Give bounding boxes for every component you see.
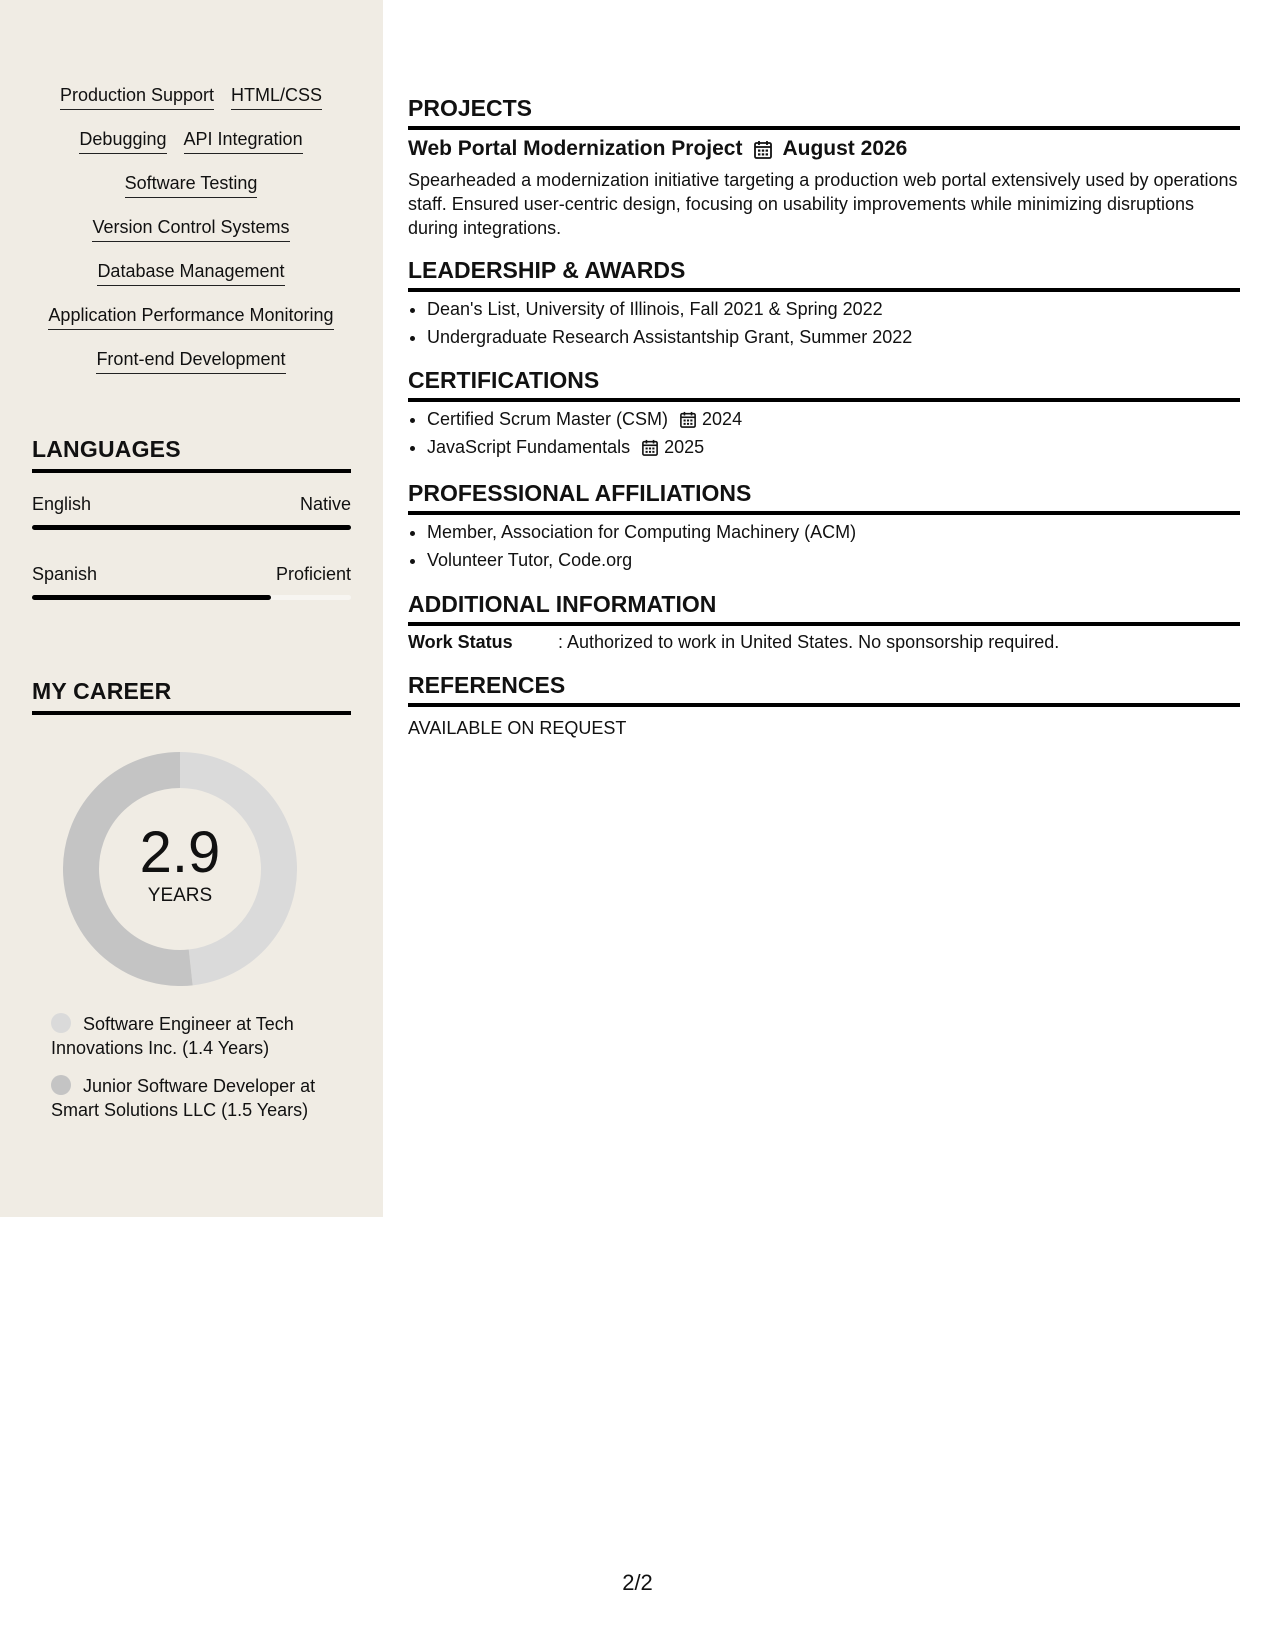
work-status-row: [408, 632, 1059, 653]
skill-tag: Application Performance Monitoring: [48, 305, 333, 330]
list-item: • Volunteer Tutor, Code.org: [427, 547, 1239, 575]
languages-heading: LANGUAGES: [32, 436, 351, 473]
list-item: [427, 406, 1239, 434]
project-title-row: [408, 137, 907, 161]
language-level: Native: [299, 494, 351, 514]
language-bar-fill: [32, 595, 271, 600]
language-row-english: [32, 494, 351, 515]
career-donut: [63, 752, 297, 986]
career-heading: MY CAREER: [32, 678, 351, 715]
calendar-icon: [680, 411, 696, 428]
skill-tag: Production Support: [60, 85, 214, 110]
calendar-icon: [642, 439, 658, 456]
legend-dot: [51, 1013, 71, 1033]
language-bar-spanish: [32, 595, 351, 600]
references-text: AVAILABLE ON REQUEST: [408, 718, 627, 738]
certifications-list: [408, 406, 1239, 461]
cert-name: JavaScript Fundamentals: [427, 436, 631, 457]
career-total-unit: YEARS: [147, 885, 213, 906]
references-heading: REFERENCES: [408, 672, 1240, 707]
calendar-icon: [754, 140, 772, 159]
list-item: • Member, Association for Computing Machinery (ACM): [427, 519, 1239, 547]
project-date: [754, 137, 907, 161]
career-legend-item: [51, 1012, 351, 1060]
language-name: Spanish: [32, 564, 98, 584]
project-description: Spearheaded a modernization initiative targeting a production web portal extensively used by operations staff. Ensured user-centric design, focusing on usability improvements while minimizing disruptions during integrations.: [408, 170, 1238, 238]
skill-tag: Version Control Systems: [92, 217, 289, 242]
cert-name: Certified Scrum Master (CSM): [427, 409, 669, 429]
language-bar-english: [32, 525, 351, 530]
skill-tag: Software Testing: [125, 173, 258, 198]
legend-label: Software Engineer at Tech Innovations Inc. (1.4 Years): [51, 1014, 294, 1058]
legend-label: Junior Software Developer at Smart Solutions LLC (1.5 Years): [51, 1076, 316, 1120]
career-legend-item: [51, 1074, 351, 1122]
language-level: Proficient: [275, 564, 351, 584]
affiliations-list: [408, 519, 1239, 574]
certifications-heading: CERTIFICATIONS: [408, 367, 1240, 402]
language-bar-fill: [32, 525, 351, 530]
career-total-value: 2.9: [139, 820, 221, 885]
leadership-list: [408, 296, 1239, 351]
list-item: • Dean's List, University of Illinois, Fall 2021 & Spring 2022: [427, 296, 1239, 324]
work-status-label: Work Status: [408, 632, 513, 652]
legend-dot: [51, 1075, 71, 1095]
affiliations-heading: PROFESSIONAL AFFILIATIONS: [408, 480, 1240, 515]
language-name: English: [32, 494, 92, 514]
additional-info-heading: ADDITIONAL INFORMATION: [408, 591, 1240, 626]
skill-tag: Front-end Development: [96, 349, 285, 374]
skill-tag: Debugging: [79, 129, 166, 154]
cert-year: 2025: [664, 436, 705, 457]
project-date-text: August 2026: [782, 137, 908, 160]
leadership-heading: LEADERSHIP & AWARDS: [408, 257, 1240, 292]
project-title: Web Portal Modernization Project: [408, 137, 743, 160]
page-number: 2/2: [622, 1570, 653, 1595]
list-item: • Undergraduate Research Assistantship Grant, Summer 2022: [427, 324, 1239, 352]
work-status-value: : Authorized to work in United States. No sponsorship required.: [558, 632, 1060, 652]
sidebar: [0, 0, 383, 1217]
language-row-spanish: [32, 564, 351, 585]
skill-tag: Database Management: [97, 261, 284, 286]
skill-tag: API Integration: [184, 129, 303, 154]
cert-year: 2024: [702, 409, 743, 429]
skills-list: [28, 85, 354, 374]
projects-heading: PROJECTS: [408, 95, 1240, 130]
skill-tag: HTML/CSS: [231, 85, 322, 110]
list-item: [427, 434, 1239, 462]
